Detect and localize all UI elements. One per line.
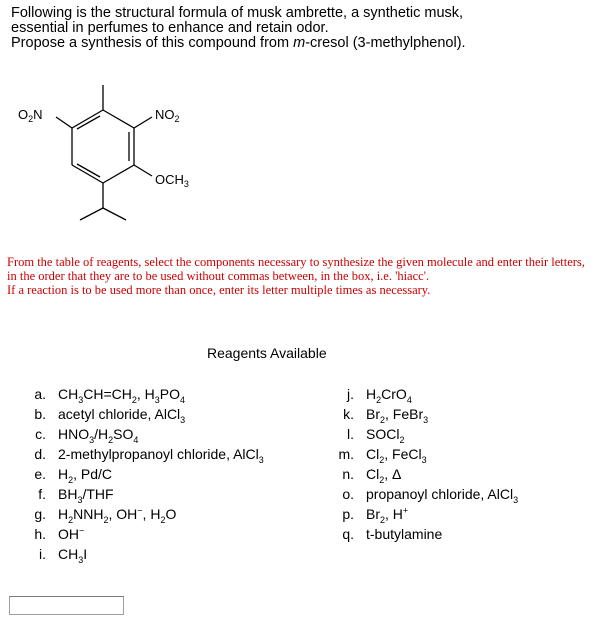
reagent-letter: f. [38,486,46,502]
reagent-text: $H_2$, Pd/C [58,466,113,485]
och3-label: $OCH_3$ [155,172,189,189]
reagent-item [334,384,518,404]
reagent-letter: p. [342,506,354,522]
musk-ambrette-structure [0,85,260,235]
reagent-text: $H_2CrO_4$ [366,386,412,405]
reagents-list-left [26,384,264,564]
reagent-text: propanoyl chloride, AlCl$_3$ [366,486,519,505]
reagent-item [334,484,518,504]
substituent-bonds [56,85,152,220]
reagent-item [26,484,264,504]
reagent-letter: e. [34,466,46,482]
reagent-item [334,404,518,424]
reagent-letter: j. [347,386,354,402]
reagents-title: Reagents Available [207,345,327,361]
reagent-text: SOCl$_2$ [366,426,405,445]
reagent-text: $Cl_2$, Δ [366,466,402,485]
question-line-3-suffix: -cresol (3-methylphenol). [305,35,466,51]
reagent-text: acetyl chloride, AlCl$_3$ [58,406,186,425]
reagents-list-right [334,384,518,544]
reagent-letter: k. [343,406,354,422]
reagent-item [26,444,264,464]
question-line-2: essential in perfumes to enhance and retain odor. [11,20,329,36]
question-line-3 [11,36,596,51]
benzene-ring [72,110,134,183]
reagent-letter: a. [34,386,46,402]
reagent-text: $HNO_3/H_2SO_4$ [58,426,139,445]
reagent-letter: o. [342,486,354,502]
reagent-letter: m. [338,446,354,462]
reagent-text: $Cl_2$, FeCl$_3$ [366,446,427,465]
reagent-text: $CH_3CH=CH_2$, $H_3PO_4$ [58,386,186,405]
reagent-item [26,504,264,524]
reagent-item [26,524,264,544]
reagent-item [26,544,264,564]
no2-label: $NO_2$ [155,107,180,124]
reagent-item [334,444,518,464]
reagent-item [334,424,518,444]
reagent-text: $Br_2$, FeBr$_3$ [366,406,429,425]
reagent-item [334,504,518,524]
question-line-1: Following is the structural formula of musk ambrette, a synthetic musk, [11,5,464,21]
instructions-line-2: If a reaction is to be used more than once, enter its letter multiple times as necessary. [7,283,431,297]
reagent-letter: i. [39,546,46,562]
reagent-letter: g. [34,506,46,522]
instructions-line-1: From the table of reagents, select the components necessary to synthesize the given molecule and enter their letters, in the order that they are to be used without commas between, in the box, i.e. 'hiacc'. [7,255,585,283]
reagent-letter: h. [34,526,46,542]
reagent-text: t-butylamine [366,526,443,542]
reagent-letter: b. [34,406,46,422]
reagent-item [26,404,264,424]
answer-input[interactable] [9,596,124,615]
reagent-text: 2-methylpropanoyl chloride, AlCl$_3$ [58,446,264,465]
reagent-letter: l. [347,426,354,442]
reagent-item [26,464,264,484]
reagent-text: $H_2NNH_2$, OH−, $H_2O$ [58,505,177,525]
reagent-item [26,384,264,404]
reagent-letter: c. [35,426,46,442]
reagent-text: $CH_3I$ [58,546,88,565]
reagent-text: OH− [58,525,85,542]
reagent-text: $BH_3$/THF [58,486,114,505]
reagent-item [26,424,264,444]
reagent-letter: q. [342,526,354,542]
question-text [11,6,596,51]
reagent-letter: n. [342,466,354,482]
o2n-label: $O_2N$ [18,107,43,124]
reagent-item [334,524,518,544]
reagent-item [334,464,518,484]
question-line-3-italic: m [293,35,306,51]
question-line-3-prefix: Propose a synthesis of this compound from [11,35,294,51]
reagent-text: $Br_2$, H+ [366,505,409,525]
reagent-letter: d. [34,446,46,462]
instructions [7,255,597,297]
